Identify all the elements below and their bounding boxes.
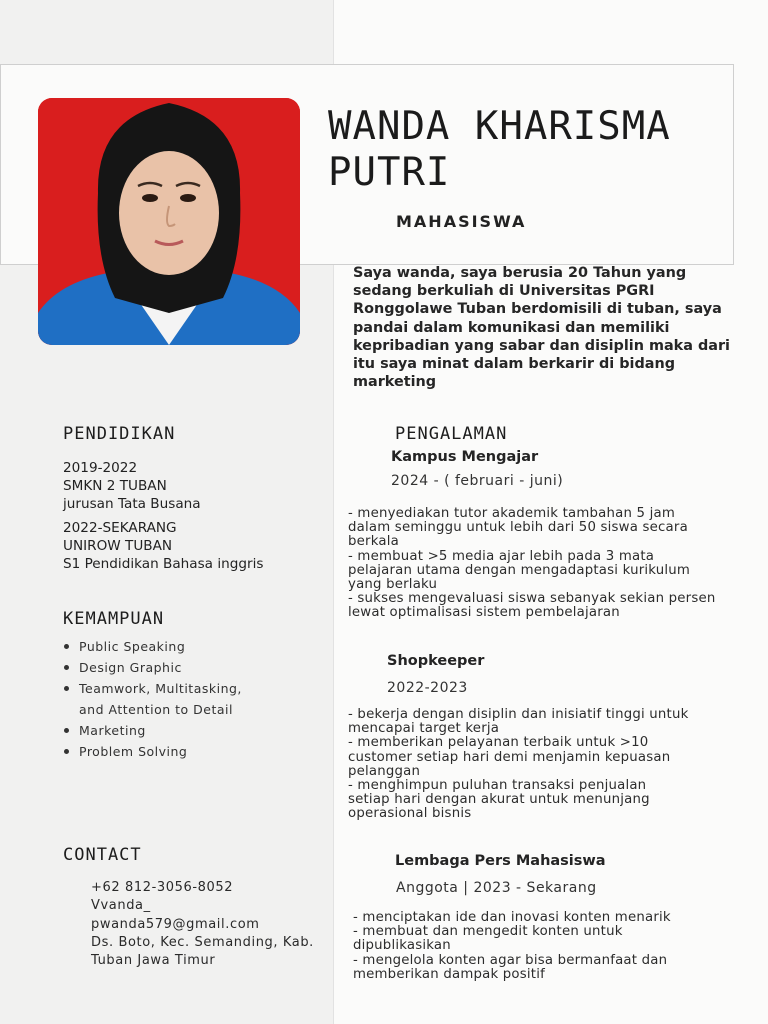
education-school: UNIROW TUBAN [63, 538, 173, 554]
education-title: PENDIDIKAN [63, 424, 176, 444]
bullet-line: - membuat dan mengedit konten untuk [353, 924, 623, 940]
bullet-line: dipublikasikan [353, 938, 451, 954]
bullet-line: - menciptakan ide dan inovasi konten menarik [353, 910, 671, 925]
education-entry [63, 519, 263, 573]
candidate-name [328, 104, 728, 196]
bullet-icon [64, 644, 69, 649]
skill-item: Problem Solving [62, 741, 242, 762]
contact-title: CONTACT [63, 845, 142, 865]
bullet-line: - mengelola konten agar bisa bermanfaat dan [353, 952, 668, 968]
education-school: SMKN 2 TUBAN [63, 478, 167, 494]
job-bullets [348, 507, 715, 621]
bullet-line: - membuat >5 media ajar lebih pada 3 mata [348, 548, 655, 564]
contact-address: Tuban Jawa Timur [91, 953, 216, 969]
job-date: 2024 - ( februari - juni) [391, 473, 564, 489]
bullet-line: mencapai target kerja [348, 721, 500, 737]
job-title: Shopkeeper [387, 653, 485, 669]
bullet-line: pelajaran utama dengan mengadaptasi kurikulum [348, 562, 691, 578]
bullet-line: customer setiap hari demi menjamin kepuasan [348, 749, 671, 765]
profile-photo-illustration [38, 98, 300, 345]
education-major: jurusan Tata Busana [63, 496, 201, 512]
job-bullets [353, 911, 671, 982]
job-date: Anggota | 2023 - Sekarang [396, 880, 597, 896]
bullet-line: lewat optimalisasi sistem pembelajaran [348, 605, 620, 621]
profile-summary: Saya wanda, saya berusia 20 Tahun yang sedang berkuliah di Universitas PGRI Ronggolawe Tuban berdomisili di tuban, saya pandai dalam komunikasi dan memiliki kepribadian yang sabar dan disiplin maka dari itu saya minat dalam berkarir di bidang marketing [353, 265, 730, 391]
bullet-line: - sukses mengevaluasi siswa sebanyak sekian persen [348, 591, 716, 607]
skill-item: Public Speaking [62, 636, 242, 657]
bullet-line: setiap hari dengan akurat untuk menunjang [348, 792, 650, 808]
bullet-line: dalam seminggu untuk lebih dari 50 siswa secara [348, 520, 688, 536]
contact-details [91, 879, 314, 970]
bullet-line: - menyediakan tutor akademik tambahan 5 jam [348, 506, 676, 521]
job-date: 2022-2023 [387, 680, 468, 696]
contact-address: Ds. Boto, Kec. Semanding, Kab. [91, 934, 314, 950]
contact-phone: +62 812-3056-8052 [91, 880, 234, 895]
bullet-line: pelanggan [348, 763, 421, 779]
bullet-line: yang berlaku [348, 577, 438, 593]
bullet-icon [64, 728, 69, 733]
job-bullets [348, 708, 689, 822]
bullet-line: berkala [348, 534, 399, 550]
bullet-line: - bekerja dengan disiplin dan inisiatif tinggi untuk [348, 707, 689, 722]
job-title: Kampus Mengajar [391, 449, 539, 465]
skill-item: Marketing [62, 720, 242, 741]
bullet-line: operasional bisnis [348, 806, 472, 822]
contact-email: pwanda579@gmail.com [91, 916, 260, 932]
skill-item: Design Graphic [62, 657, 242, 678]
bullet-line: - menghimpun puluhan transaksi penjualan [348, 778, 647, 794]
job-title: Lembaga Pers Mahasiswa [395, 853, 606, 869]
education-years: 2019-2022 [63, 460, 138, 476]
skills-list [62, 636, 242, 762]
bullet-icon [64, 749, 69, 754]
name-line-2: PUTRI [328, 150, 451, 195]
skill-item: Teamwork, Multitasking, [62, 678, 242, 699]
bullet-line: memberikan dampak positif [353, 966, 545, 982]
profile-photo [38, 98, 300, 345]
bullet-icon [64, 686, 69, 691]
skills-title: KEMAMPUAN [63, 609, 165, 629]
name-line-1: WANDA KHARISMA [328, 104, 671, 149]
education-major: S1 Pendidikan Bahasa inggris [63, 556, 264, 572]
education-years: 2022-SEKARANG [63, 520, 177, 536]
education-entry [63, 459, 201, 513]
experience-title: PENGALAMAN [395, 424, 508, 444]
skill-item-continued: and Attention to Detail [79, 702, 233, 717]
contact-social: Vvanda_ [91, 898, 151, 914]
job-role: MAHASISWA [396, 212, 527, 231]
bullet-line: - memberikan pelayanan terbaik untuk >10 [348, 735, 649, 751]
bullet-icon [64, 665, 69, 670]
